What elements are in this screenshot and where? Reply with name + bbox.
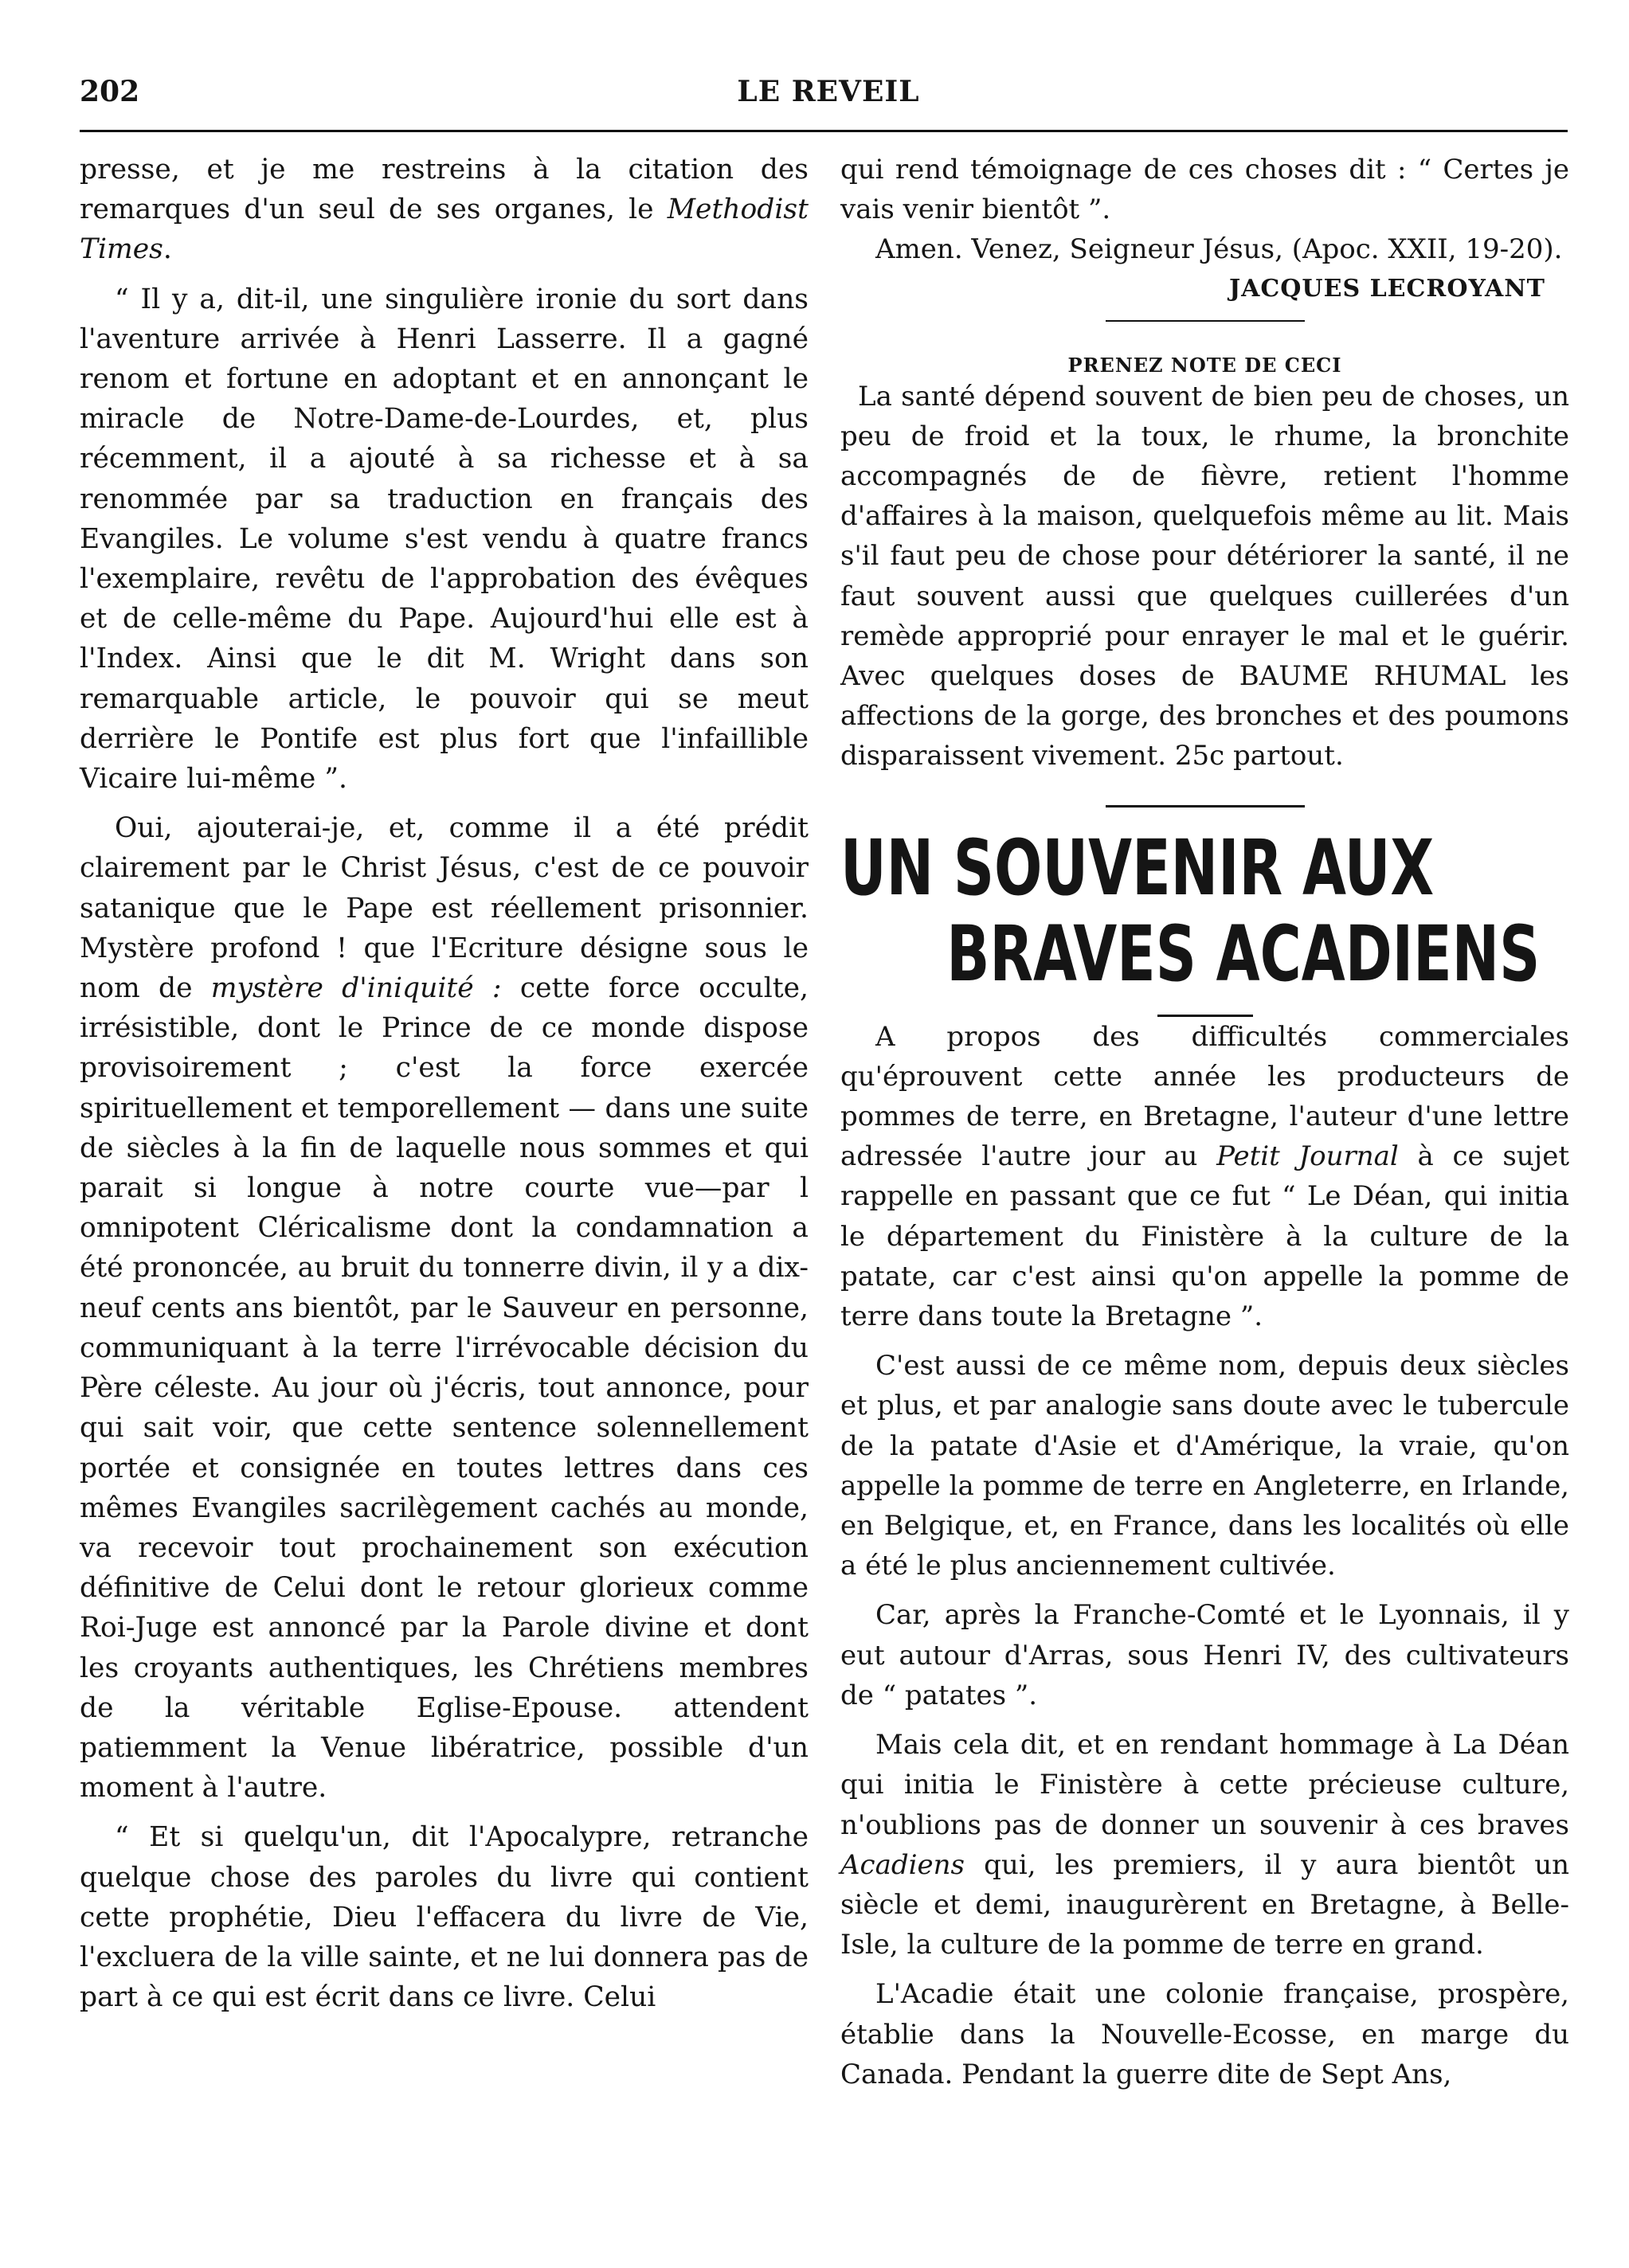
notice-body: La santé dépend souvent de bien peu de choses, un peu de froid et la toux, le rhume, la bronchite accompagnés de de fièvre, retient l'homme d'affaires à la maison, quelquefois même au lit. Mais s'il faut peu de chose pour détériorer la santé, il ne faut souvent aussi que quelques cuillerées d'un remède approprié pour enrayer le mal et le guérir. Avec quelques doses de BAUME RHUMAL les affections de la gorge, des bronches et des poumons disparaissent vivement. 25c partout.	[840, 380, 1569, 772]
section-divider	[1106, 320, 1305, 322]
italic-word: Acadiens	[840, 1848, 965, 1881]
left-paragraph-3	[80, 808, 809, 1808]
left-paragraph-2: “ Il y a, dit-il, une singulière ironie du sort dans l'aventure arrivée à Henri Lasserre. Il a gagné renom et fortune en adoptant et en annonçant le miracle de Notre-Dame-de-Lourdes, et, plus récemment, il a ajouté à sa richesse et à sa renommée par sa traduction en français des Evangiles. Le volume s'est vendu à quatre francs l'exemplaire, revêtu de l'approbation des évêques et de celle-même du Pape. Aujourd'hui elle est à l'Index. Ainsi que le dit M. Wright dans son remarquable article, le pouvoir qui se meut derrière le Pontife est plus fort que l'infaillible Vicaire lui-même ”.	[80, 283, 809, 796]
page-header	[80, 72, 1577, 119]
text-run: qui, les premiers, il y aura bientôt un siècle et demi, inaugurèrent en Bretagne, à Belle-Isle, la culture de la pomme de terre en grand.	[840, 1848, 1569, 1961]
article-paragraph-4	[840, 1725, 1569, 1965]
left-paragraph-1	[80, 150, 809, 270]
italic-phrase: mystère d'iniquité :	[210, 972, 502, 1005]
text-run: Mais cela dit, et en rendant hommage à La Déan qui initia le Finistère à cette précieuse culture, n'oublions pas de donner un souvenir à ces braves	[840, 1729, 1569, 1841]
header-rule	[80, 130, 1568, 132]
publication-name: Methodist Times	[80, 194, 809, 266]
text-run: .	[163, 233, 172, 266]
right-paragraph-2: Amen. Venez, Seigneur Jésus, (Apoc. XXII, 19-20).	[875, 233, 1563, 266]
text-run: A propos des difficultés commerciales qu'éprouvent cette année les producteurs de pommes de terre, en Bretagne, l'auteur d'une lettre adressée l'autre jour au	[840, 1020, 1569, 1173]
article-paragraph-3: Car, après la Franche-Comté et le Lyonnais, il y eut autour d'Arras, sous Henri IV, des cultivateurs de “ patates ”.	[840, 1599, 1569, 1711]
author-signature: JACQUES LECROYANT	[1228, 274, 1545, 303]
article-paragraph-5: L'Acadie était une colonie française, prospère, établie dans la Nouvelle-Ecosse, en marge du Canada. Pendant la guerre dite de Sept Ans,	[840, 1978, 1569, 2090]
page-number: 202	[80, 75, 140, 108]
notice-title: PRENEZ NOTE DE CECI	[1067, 353, 1342, 377]
text-run: presse, et je me restreins à la citation des remarques d'un seul de ses organes, le	[80, 154, 809, 226]
section-divider	[1106, 805, 1305, 807]
text-run: à ce sujet rappelle en passant que ce fut “ Le Déan, qui initia le département du Finistère à la culture de la patate, car c'est ainsi qu'on appelle la pomme de terre dans toute la Bretagne ”.	[840, 1140, 1569, 1333]
left-paragraph-4: “ Et si quelqu'un, dit l'Apocalypre, retranche quelque chose des paroles du livre qui contient cette prophétie, Dieu l'effacera du livre de Vie, l'excluera de la ville sainte, et ne lui donnera pas de part à ce qui est écrit dans ce livre. Celui	[80, 1821, 809, 2014]
article-paragraph-2: C'est aussi de ce même nom, depuis deux siècles et plus, et par analogie sans doute avec le tubercule de la patate d'Asie et d'Amérique, la vraie, qu'on appelle la pomme de terre en Angleterre, en Irlande, en Belgique, et, en France, dans les localités où elle a été le plus anciennement cultivée.	[840, 1350, 1569, 1582]
text-run: cette force occulte, irrésistible, dont le Prince de ce monde dispose provisoirement ; c'est la force exercée spirituellement et temporellement — dans une suite de siècles à la fin de laquelle nous sommes et qui parait si longue à notre courte vue—par l omnipotent Cléricalisme dont la condamnation a été prononcée, au bruit du tonnerre divin, il y a dix-neuf cents ans bientôt, par le Sauveur en personne, communiquant à la terre l'irrévocable décision du Père céleste. Au jour où j'écris, tout annonce, pour qui sait voir, que cette sentence solennellement portée et consignée en toutes lettres dans ces mêmes Evangiles sacrilègement cachés au monde, va recevoir tout prochainement son exécution définitive de Celui dont le retour glorieux comme Roi-Juge est annoncé par la Parole divine et dont les croyants authentiques, les Chrétiens membres de la véritable Eglise-Epouse. attendent patiemment la Venue libératrice, possible d'un moment à l'autre.	[80, 972, 809, 1805]
headline-line-2: BRAVES ACADIENS	[946, 909, 1541, 999]
headline-line-1: UN SOUVENIR AUX	[840, 823, 1435, 913]
article-paragraph-1	[840, 1017, 1569, 1337]
text-run: Oui, ajouterai-je, et, comme il a été prédit clairement par le Christ Jésus, c'est de ce pouvoir satanique que le Pape est réellement prisonnier. Mystère profond ! que l'Ecriture désigne sous le nom de	[80, 812, 809, 1005]
publication-name: Petit Journal	[1216, 1140, 1399, 1173]
right-paragraph-1: qui rend témoignage de ces choses dit : “ Certes je vais venir bientôt ”.	[840, 154, 1569, 226]
right-column	[840, 150, 1569, 2094]
running-title: LE REVEIL	[737, 75, 920, 108]
article-headline	[840, 825, 1569, 997]
left-column	[80, 150, 809, 2017]
